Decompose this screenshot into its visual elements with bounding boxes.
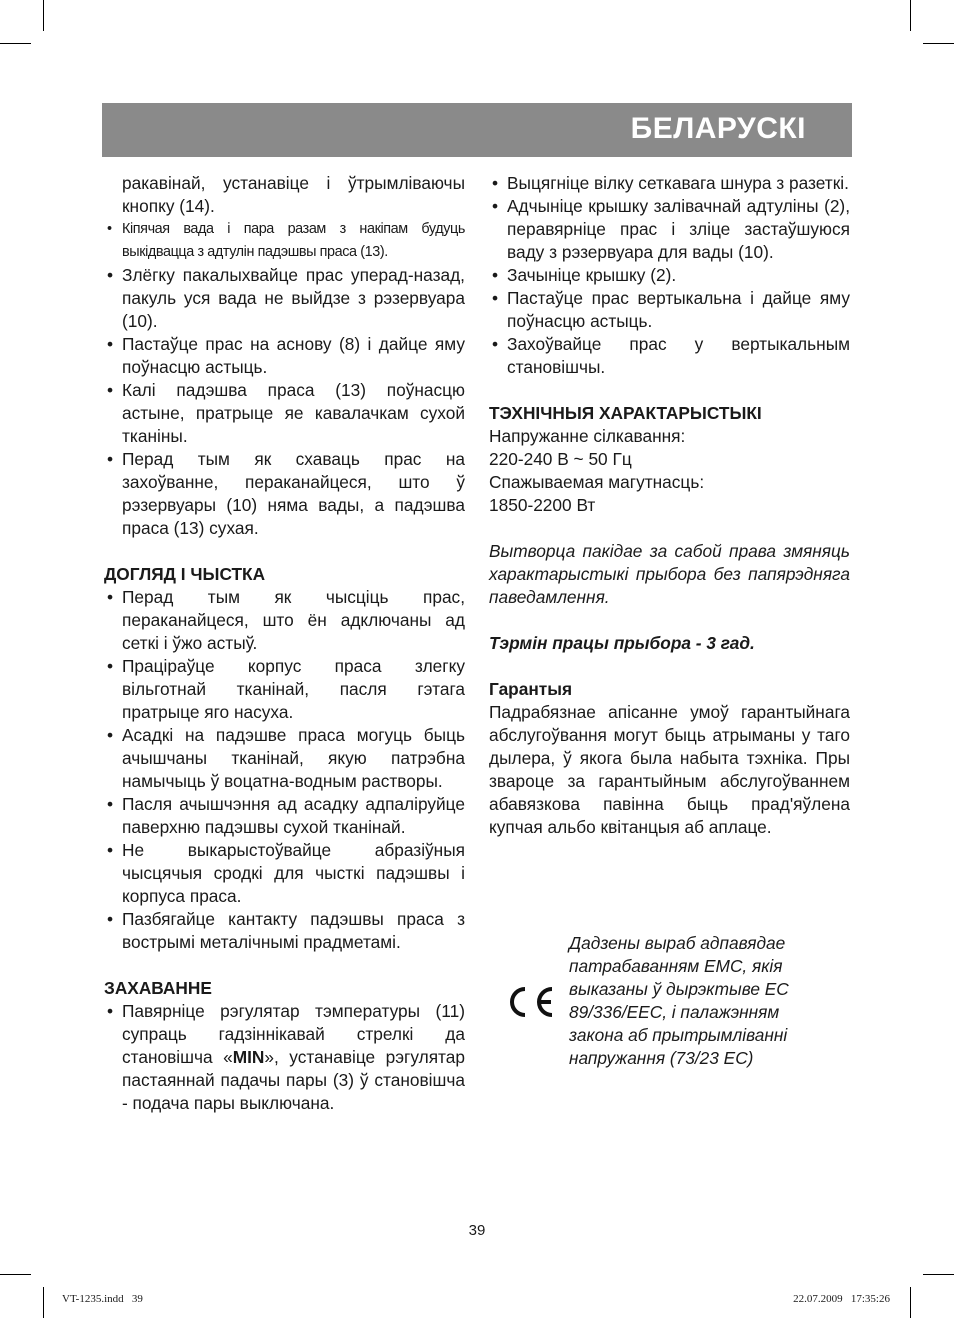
care-list xyxy=(104,586,465,954)
cleaning-steps-list xyxy=(104,218,465,540)
page-title: БЕЛАРУСКІ xyxy=(630,112,806,145)
min-label: MIN xyxy=(232,1047,265,1067)
crop-mark xyxy=(0,43,31,44)
list-item: • Выцягніце вілку сеткавага шнура з разеткі. xyxy=(489,172,850,195)
list-item: • Праціраўце корпус праса злегку вільготнай тканінай, пасля гэтага пратрыце яго насуха. xyxy=(104,655,465,724)
warranty-text: Падрабязнае апісанне умоў гарантыйнага абслугоўвання могут быць атрыманы у таго дылера, ў якога была набыта тэхніка. Пры звароце за гарантыйным абслугоўваннем абавязкова павінна быць прад'яўлена купчая альбо квітанцыя аб аплаце. xyxy=(489,702,850,837)
list-item: • Злёгку пакалыхвайце прас уперад-назад, пакуль уся вада не выйдзе з рэзервуара (10). xyxy=(104,264,465,333)
ce-line: выказаны ў дырэктыве ЕС xyxy=(569,979,789,999)
crop-mark xyxy=(43,0,44,31)
lifetime-text: Тэрмін працы прыбора - 3 гад. xyxy=(489,633,755,653)
power-label: Спажываемая магутнасць: xyxy=(489,472,705,492)
storage-steps-list xyxy=(489,172,850,379)
power-value: 1850-2200 Вт xyxy=(489,495,596,515)
warranty-heading: Гарантыя xyxy=(489,679,573,699)
ce-line: патрабаванням ЕМС, якія xyxy=(569,956,783,976)
list-item: • Калі падэшва праса (13) поўнасцю астыне, пратрыце яе кавалачкам сухой тканіны. xyxy=(104,379,465,448)
ce-line: напружання (73/23 ЕС) xyxy=(569,1048,754,1068)
crop-mark xyxy=(923,1274,954,1275)
list-item: • Кіпячая вада і пара разам з накіпам будуць выкідвацца з адтулін падэшвы праса (13). xyxy=(104,218,465,264)
page-number: 39 xyxy=(468,1222,486,1239)
crop-mark xyxy=(0,1274,31,1275)
voltage-value: 220-240 В ~ 50 Гц xyxy=(489,449,632,469)
ce-mark-icon xyxy=(505,984,557,1020)
ce-compliance-text xyxy=(569,932,859,1070)
list-item: • Пасля ачышчэння ад асадку адпаліруйце паверхню падэшвы сухой тканінай. xyxy=(104,793,465,839)
storage-heading: ЗАХАВАННЕ xyxy=(104,978,212,998)
storage-text-before: Павярніце рэгулятар тэмпературы (11) супраць гадзіннікавай стрелкі да становішча « xyxy=(122,1001,465,1067)
footer-file-name: VT-1235.indd 39 xyxy=(62,1293,143,1305)
list-item: • Адчыніце крышку залівачнай адтуліны (2), перавярніце прас і зліце застаўшуюся ваду з рэзервуара для вады (10). xyxy=(489,195,850,264)
list-item: • Пастаўце прас вертыкальна і дайце яму поўнасцю астыць. xyxy=(489,287,850,333)
footer-timestamp: 22.07.2009 17:35:26 xyxy=(793,1293,890,1305)
voltage-label: Напружанне сілкавання: xyxy=(489,426,686,446)
crop-mark xyxy=(910,1287,911,1318)
intro-text: ракавінай, устанавіце і ўтрымліваючы кнопку (14). xyxy=(122,173,465,216)
left-column xyxy=(104,172,465,1115)
ce-line: Дадзены выраб адпавядае xyxy=(569,933,786,953)
disclaimer-text: Вытворца пакідае за сабой права змяняць характарыстыкі прыбора без папярэдняга паведамлення. xyxy=(489,541,850,607)
list-item xyxy=(104,1000,465,1115)
specs-heading: ТЭХНІЧНЫЯ ХАРАКТАРЫСТЫКІ xyxy=(489,403,762,423)
list-item: • Не выкарыстоўвайце абразіўныя чысцячыя сродкі для чысткі падэшвы і корпуса праса. xyxy=(104,839,465,908)
list-item: • Асадкі на падэшве праса могуць быць ачышчаны тканінай, якую патрэбна намычыць ў воцатна-водным растворы. xyxy=(104,724,465,793)
list-item: • Перад тым як чысціць прас, пераканайцеся, што ён адключаны ад сеткі і ўжо астыў. xyxy=(104,586,465,655)
storage-text-after: », устанавіце рэгулятар пастаяннай падачы пары (3) ў становішча - подача пары выключана. xyxy=(122,1047,465,1113)
list-item: • Пазбягайце кантакту падэшвы праса з вострымі металічнымі прадметамі. xyxy=(104,908,465,954)
right-column xyxy=(489,172,850,839)
crop-mark xyxy=(923,43,954,44)
crop-mark xyxy=(43,1287,44,1318)
care-heading: ДОГЛЯД І ЧЫСТКА xyxy=(104,564,266,584)
ce-line: 89/336/ЕЕС, і палажэнням xyxy=(569,1002,780,1022)
list-item: • Пастаўце прас на аснову (8) і дайце яму поўнасцю астыць. xyxy=(104,333,465,379)
list-item: • Зачыніце крышку (2). xyxy=(489,264,850,287)
header-bar xyxy=(102,103,852,157)
list-item: • Захоўвайце прас у вертыкальным становішчы. xyxy=(489,333,850,379)
storage-list xyxy=(104,1000,465,1115)
ce-line: закона аб прытрымліванні xyxy=(569,1025,788,1045)
list-item: • Перад тым як схаваць прас на захоўванне, пераканайцеся, што ў рэзервуары (10) няма вады, а падэшва праса (13) сухая. xyxy=(104,448,465,540)
crop-mark xyxy=(910,0,911,31)
